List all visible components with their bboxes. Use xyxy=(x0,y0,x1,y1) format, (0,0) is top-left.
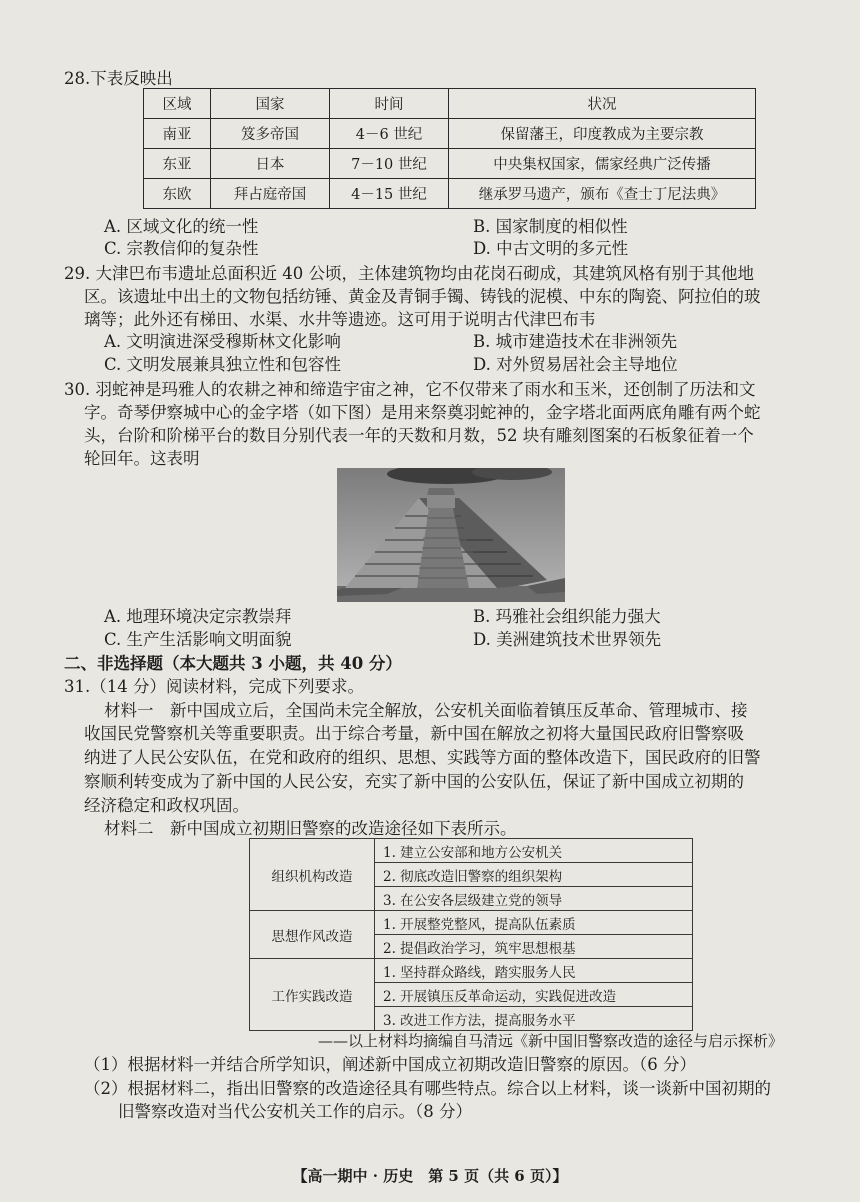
item-cell: 2. 提倡政治学习，筑牢思想根基 xyxy=(375,935,693,959)
material2-heading: 材料二 新中国成立初期旧警察的改造途径如下表所示。 xyxy=(104,819,517,838)
item-cell: 1. 建立公安部和地方公安机关 xyxy=(375,839,693,863)
item-cell: 3. 改进工作方法，提高服务水平 xyxy=(375,1007,693,1031)
q30-line: 轮回年。这表明 xyxy=(84,449,200,468)
q31-stem: 31.（14 分）阅读材料，完成下列要求。 xyxy=(64,677,364,696)
table-cell: 南亚 xyxy=(144,119,211,149)
section-heading: 二、非选择题（本大题共 3 小题，共 40 分） xyxy=(64,654,402,673)
q29-option-a: A. 文明演进深受穆斯林文化影响 xyxy=(104,332,341,351)
table-cell: 笈多帝国 xyxy=(211,119,330,149)
material1-line: 纳进了人民公安队伍，在党和政府的组织、思想、实践等方面的整体改造下，国民政府的旧警 xyxy=(84,748,761,767)
item-cell: 1. 坚持群众路线，踏实服务人民 xyxy=(375,959,693,983)
q28-option-d: D. 中古文明的多元性 xyxy=(473,239,629,258)
table-row xyxy=(250,839,693,863)
header-cell: 状况 xyxy=(449,89,756,119)
header-cell: 区域 xyxy=(144,89,211,119)
q30-option-b: B. 玛雅社会组织能力强大 xyxy=(473,607,661,626)
q31-table xyxy=(249,838,693,1031)
q29-option-d: D. 对外贸易居社会主导地位 xyxy=(473,355,678,374)
table-cell: 保留藩王，印度教成为主要宗教 xyxy=(449,119,756,149)
q29-option-c: C. 文明发展兼具独立性和包容性 xyxy=(104,355,342,374)
header-cell: 国家 xyxy=(211,89,330,119)
category-cell: 组织机构改造 xyxy=(250,839,375,911)
table-row xyxy=(250,959,693,983)
table-row xyxy=(144,149,756,179)
table-cell: 东亚 xyxy=(144,149,211,179)
q29-line: 区。该遗址中出土的文物包括纺锤、黄金及青铜手镯、铸钱的泥模、中东的陶瓷、阿拉伯的玻 xyxy=(84,287,761,306)
q28-option-a: A. 区域文化的统一性 xyxy=(104,217,259,236)
q28-option-c: C. 宗教信仰的复杂性 xyxy=(104,239,259,258)
table-cell: 7－10 世纪 xyxy=(330,149,449,179)
pyramid-photo xyxy=(337,468,565,602)
sub-question-2-line: 旧警察改造对当代公安机关工作的启示。（8 分） xyxy=(118,1102,472,1121)
table-cell: 拜占庭帝国 xyxy=(211,179,330,209)
item-cell: 1. 开展整党整风，提高队伍素质 xyxy=(375,911,693,935)
item-cell: 2. 开展镇压反革命运动，实践促进改造 xyxy=(375,983,693,1007)
table-cell: 4－15 世纪 xyxy=(330,179,449,209)
source-citation: ——以上材料均摘编自马清远《新中国旧警察改造的途径与启示探析》 xyxy=(318,1032,784,1050)
q30-option-c: C. 生产生活影响文明面貌 xyxy=(104,630,292,649)
material1-line: 经济稳定和政权巩固。 xyxy=(84,796,249,815)
table-row xyxy=(144,179,756,209)
q30-line: 头，台阶和阶梯平台的数目分别代表一年的天数和月数，52 块有雕刻图案的石板象征着一个 xyxy=(84,426,754,445)
header-cell: 时间 xyxy=(330,89,449,119)
q28-table-header xyxy=(144,89,756,119)
item-cell: 3. 在公安各层级建立党的领导 xyxy=(375,887,693,911)
table-row xyxy=(144,119,756,149)
category-cell: 工作实践改造 xyxy=(250,959,375,1031)
q30-option-d: D. 美洲建筑技术世界领先 xyxy=(473,630,662,649)
table-cell: 4－6 世纪 xyxy=(330,119,449,149)
material1-line: 材料一 新中国成立后，全国尚未完全解放，公安机关面临着镇压反革命、管理城市、接 xyxy=(104,701,748,720)
q30-line: 字。奇琴伊察城中心的金字塔（如下图）是用来祭奠羽蛇神的，金字塔北面两底角雕有两个蛇 xyxy=(84,403,761,422)
category-cell: 思想作风改造 xyxy=(250,911,375,959)
table-cell: 中央集权国家，儒家经典广泛传播 xyxy=(449,149,756,179)
q30-option-a: A. 地理环境决定宗教崇拜 xyxy=(104,607,292,626)
table-row xyxy=(250,911,693,935)
q30-line: 30. 羽蛇神是玛雅人的农耕之神和缔造宇宙之神，它不仅带来了雨水和玉米，还创制了历法和文 xyxy=(64,380,756,399)
table-cell: 继承罗马遗产，颁布《查士丁尼法典》 xyxy=(449,179,756,209)
q28-stem: 28.下表反映出 xyxy=(64,69,173,88)
table-cell: 日本 xyxy=(211,149,330,179)
q29-line: 璃等；此外还有梯田、水渠、水井等遗迹。这可用于说明古代津巴布韦 xyxy=(84,310,596,329)
q29-option-b: B. 城市建造技术在非洲领先 xyxy=(473,332,678,351)
sub-question-2-line: （2）根据材料二，指出旧警察的改造途径具有哪些特点。综合以上材料，谈一谈新中国初期的 xyxy=(84,1079,771,1098)
material1-line: 察顺利转变成为了新中国的人民公安，充实了新中国的公安队伍，保证了新中国成立初期的 xyxy=(84,772,744,791)
table-cell: 东欧 xyxy=(144,179,211,209)
page-footer: 【高一期中 · 历史 第 5 页（共 6 页）】 xyxy=(292,1167,568,1185)
q28-option-b: B. 国家制度的相似性 xyxy=(473,217,628,236)
q28-table xyxy=(143,88,756,209)
material1-line: 收国民党警察机关等重要职责。出于综合考量，新中国在解放之初将大量国民政府旧警察吸 xyxy=(84,724,744,743)
q29-line: 29. 大津巴布韦遗址总面积近 40 公顷，主体建筑物均由花岗石砌成，其建筑风格有别于其他地 xyxy=(64,264,754,283)
sub-question-1: （1）根据材料一并结合所学知识，阐述新中国成立初期改造旧警察的原因。（6 分） xyxy=(84,1055,696,1074)
item-cell: 2. 彻底改造旧警察的组织架构 xyxy=(375,863,693,887)
